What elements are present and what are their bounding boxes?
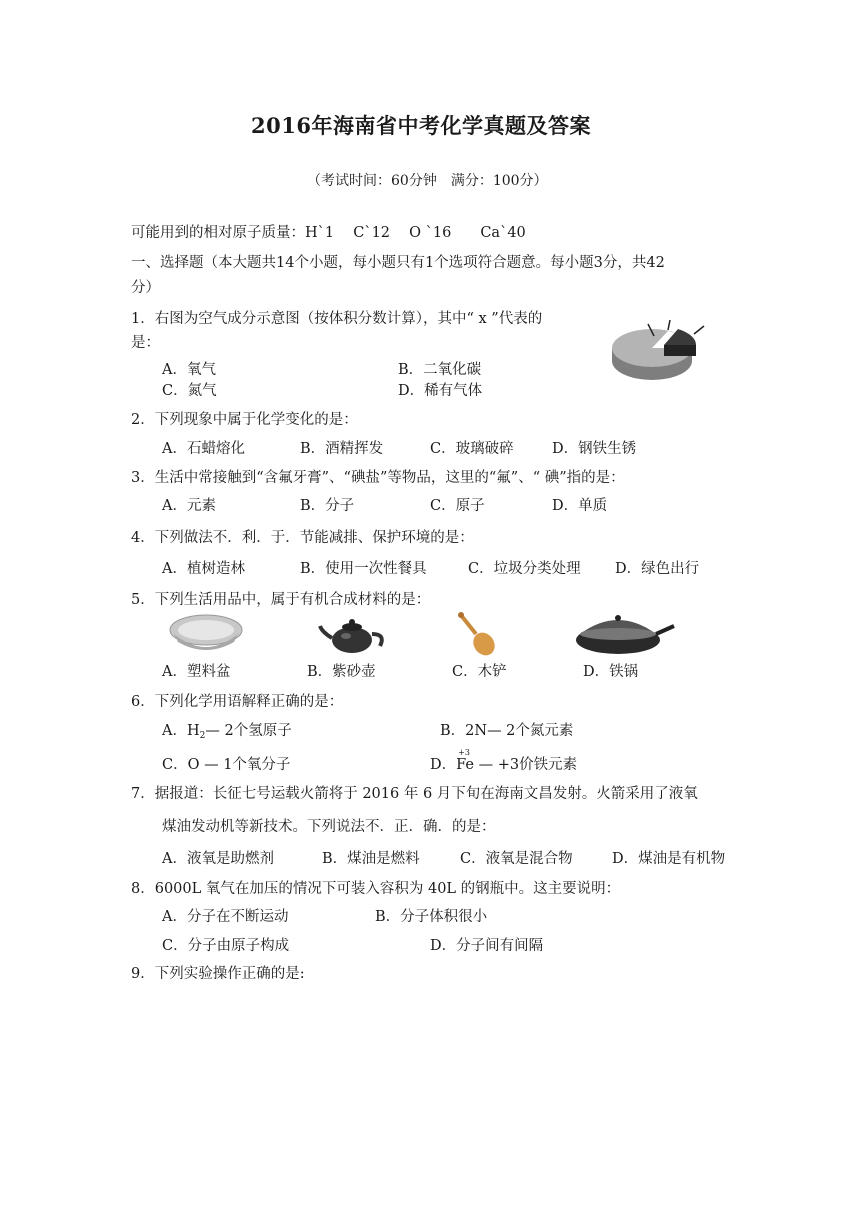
q6-option-d-prefix: D． [430, 757, 457, 773]
q6-option-d [430, 748, 578, 774]
q7-option-c: C．液氧是混合物 [460, 851, 573, 867]
q1-option-c: C．氮气 [162, 383, 217, 399]
exam-info: （考试时间：60分钟 满分：100分） [307, 173, 548, 189]
q4-option-b: B．使用一次性餐具 [300, 561, 427, 577]
q2-option-b: B．酒精挥发 [300, 441, 384, 457]
q4-option-c: C．垃圾分类处理 [468, 561, 581, 577]
section-heading-line2: 分） [131, 280, 160, 296]
q5-option-b: B．紫砂壶 [307, 664, 376, 680]
q8-option-b: B．分子体积很小 [375, 909, 488, 925]
q5-option-d: D．铁锅 [583, 664, 639, 680]
q6-option-d-symbol: Fe [456, 757, 474, 773]
q6-option-a-subscript: 2 [199, 731, 206, 741]
q1-stem-line1: 1．右图为空气成分示意图（按体积分数计算），其中“ x ”代表的 [131, 311, 543, 327]
q6-option-d-fe [456, 748, 474, 773]
atomic-mass-line: 可能用到的相对原子质量：H`1 C`12 O `16 Ca`40 [131, 225, 526, 241]
q6-option-b: B．2N— 2个氮元素 [440, 723, 574, 739]
q6-option-d-rest: — +3价铁元素 [474, 757, 578, 773]
q6-option-a-prefix: A．H [162, 723, 200, 739]
section-heading-line1: 一、选择题（本大题共14个小题，每小题只有1个选项符合题意。每小题3分，共42 [131, 255, 665, 271]
q1-option-b: B．二氧化碳 [398, 362, 482, 378]
q7-stem-line1: 7．据报道：长征七号运载火箭将于 2016 年 6 月下旬在海南文昌发射。火箭采用了液氧 [131, 786, 698, 802]
q6-option-d-charge: +3 [458, 748, 470, 757]
wooden-spatula-image [452, 610, 502, 658]
q8-stem: 8．6000L 氧气在加压的情况下可装入容积为 40L 的钢瓶中。这主要说明： [131, 881, 621, 897]
q5-option-a: A．塑料盆 [162, 664, 231, 680]
q2-option-a: A．石蜡熔化 [162, 441, 245, 457]
page-title: 2016年海南省中考化学真题及答案 [251, 113, 591, 138]
q8-option-a: A．分子在不断运动 [162, 909, 289, 925]
q9-stem: 9．下列实验操作正确的是: [131, 966, 305, 982]
q1-option-d: D．稀有气体 [398, 383, 483, 399]
q5-option-c: C．木铲 [452, 664, 507, 680]
air-composition-pie-image [608, 318, 708, 388]
q8-option-c: C．分子由原子构成 [162, 938, 290, 954]
plastic-basin-image [168, 612, 244, 654]
q1-option-a: A．氧气 [162, 362, 216, 378]
q6-option-a-rest: — 2个氢原子 [205, 723, 292, 739]
q7-option-a: A．液氧是助燃剂 [162, 851, 274, 867]
q6-option-c: C．O — 1个氧分子 [162, 757, 291, 773]
q4-option-d: D．绿色出行 [615, 561, 700, 577]
iron-wok-image [572, 610, 676, 658]
q3-option-d: D．单质 [552, 498, 608, 514]
q3-option-c: C．原子 [430, 498, 485, 514]
q1-stem-line2: 是： [131, 335, 160, 351]
q3-option-a: A．元素 [162, 498, 216, 514]
q7-stem-line2: 煤油发动机等新技术。下列说法不．正．确．的是： [162, 819, 496, 835]
q6-stem: 6．下列化学用语解释正确的是： [131, 694, 344, 710]
q7-option-b: B．煤油是燃料 [322, 851, 420, 867]
clay-teapot-image [318, 612, 390, 656]
q2-option-c: C．玻璃破碎 [430, 441, 514, 457]
q4-option-a: A．植树造林 [162, 561, 245, 577]
q5-stem: 5．下列生活用品中，属于有机合成材料的是： [131, 592, 431, 608]
q3-stem: 3．生活中常接触到“含氟牙膏”、“碘盐”等物品，这里的“氟”、“ 碘”指的是： [131, 470, 625, 486]
q3-option-b: B．分子 [300, 498, 355, 514]
q6-option-a [162, 719, 292, 741]
q8-option-d: D．分子间有间隔 [430, 938, 544, 954]
q7-option-d: D．煤油是有机物 [612, 851, 726, 867]
q2-stem: 2．下列现象中属于化学变化的是： [131, 412, 358, 428]
q2-option-d: D．钢铁生锈 [552, 441, 637, 457]
q4-stem: 4．下列做法不．利．于．节能减排、保护环境的是： [131, 530, 474, 546]
